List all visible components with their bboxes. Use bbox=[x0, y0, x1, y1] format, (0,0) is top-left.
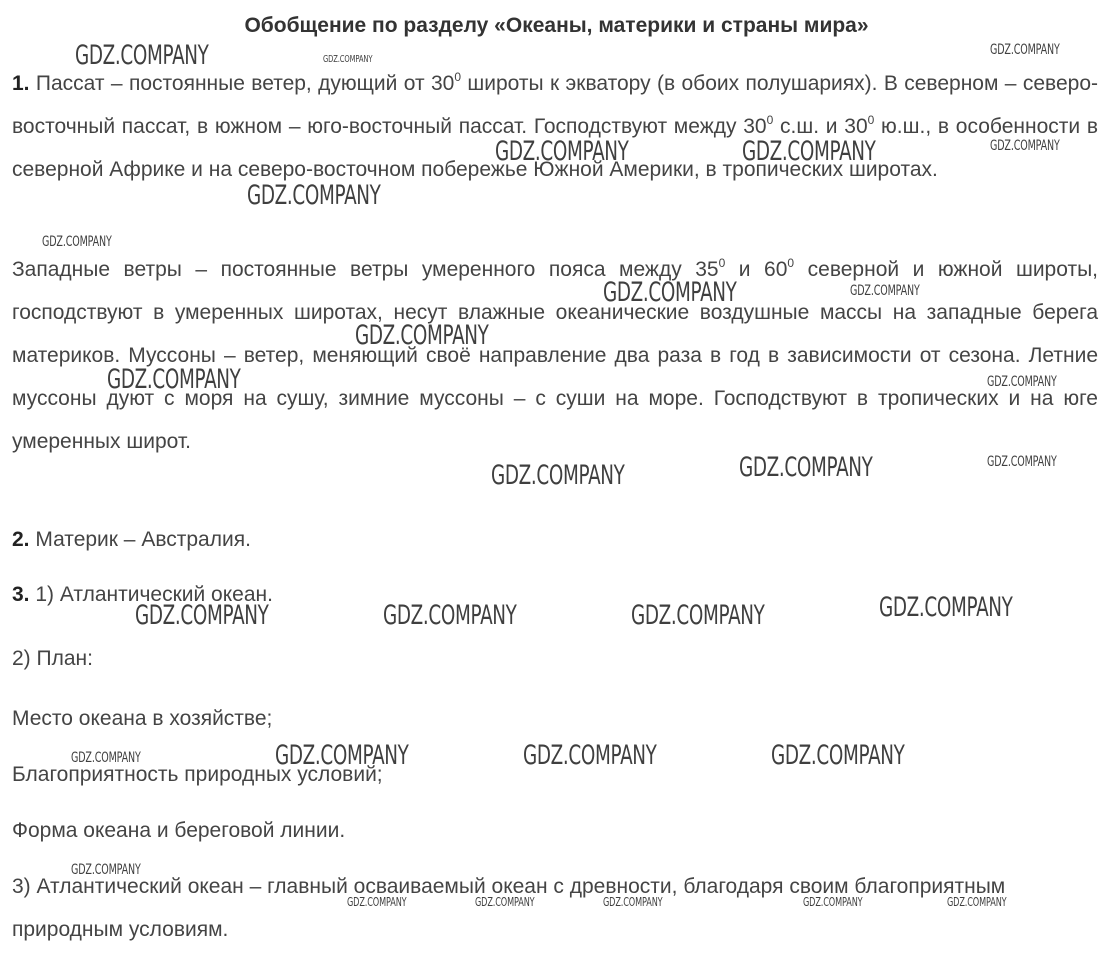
watermark: GDZ.COMPANY bbox=[990, 138, 1060, 154]
watermark: GDZ.COMPANY bbox=[135, 600, 269, 631]
text-fragment: ю.ш., в особенности в северной Африке и на северо-восточном побережье Южной Америки, в тропических широтах. bbox=[12, 115, 1098, 181]
watermark: GDZ.COMPANY bbox=[739, 452, 873, 483]
text-fragment: Западные ветры – постоянные ветры умеренного пояса между 35 bbox=[12, 258, 719, 281]
answer-2-number: 2. bbox=[12, 528, 30, 551]
watermark: GDZ.COMPANY bbox=[879, 592, 1013, 623]
watermark: GDZ.COMPANY bbox=[347, 895, 407, 909]
degree-sup: 0 bbox=[867, 113, 875, 127]
answer-3-number: 3. bbox=[12, 583, 30, 606]
watermark: GDZ.COMPANY bbox=[491, 460, 625, 491]
watermark: GDZ.COMPANY bbox=[990, 42, 1060, 58]
watermark: GDZ.COMPANY bbox=[771, 740, 905, 771]
watermark: GDZ.COMPANY bbox=[75, 40, 209, 71]
plan-item-1: Место океана в хозяйстве; bbox=[12, 707, 273, 730]
watermark: GDZ.COMPANY bbox=[523, 740, 657, 771]
answer-3-item-3: 3) Атлантический океан – главный осваиваемый океан с древности, благодаря своим благоприятным природным условиям. bbox=[12, 875, 1006, 941]
plan-item-3: Форма океана и береговой линии. bbox=[12, 819, 346, 842]
degree-sup: 0 bbox=[787, 256, 795, 270]
watermark: GDZ.COMPANY bbox=[987, 374, 1057, 390]
page-title: Обобщение по разделу «Океаны, материки и страны мира» bbox=[244, 14, 869, 37]
text-fragment: северной и южной широты, господствуют в умеренных широтах, несут влажные океанические воздушные массы на западные берега материков. Муссоны – ветер, меняющий своё направление два раза в год в зависимости от сезона. Летние муссоны дуют с моря на сушу, зимние муссоны – с суши на море. Господствуют в тропических и на юге умеренных широт. bbox=[12, 258, 1098, 453]
answer-2-text: Материк – Австралия. bbox=[35, 528, 251, 551]
watermark: GDZ.COMPANY bbox=[323, 54, 373, 65]
watermark: GDZ.COMPANY bbox=[947, 895, 1007, 909]
watermark: GDZ.COMPANY bbox=[742, 136, 876, 167]
degree-sup: 0 bbox=[718, 256, 726, 270]
text-fragment: Пассат – постоянные ветер, дующий от 30 bbox=[35, 72, 455, 95]
answer-1-paragraph-trade-winds bbox=[12, 62, 1098, 191]
watermark: GDZ.COMPANY bbox=[803, 895, 863, 909]
answer-3-item-1-text: 1) Атлантический океан. bbox=[35, 583, 273, 606]
answer-1-paragraph-westerlies-monsoons bbox=[12, 248, 1098, 463]
answer-2 bbox=[12, 518, 1098, 561]
watermark: GDZ.COMPANY bbox=[42, 234, 112, 250]
text-fragment: широты к экватору (в обоих полушариях). В северном – северо-восточный пассат, в южном – юго-восточный пассат. Господствуют между 30 bbox=[12, 72, 1098, 138]
plan-item-2: Благоприятность природных условий; bbox=[12, 763, 383, 786]
watermark: GDZ.COMPANY bbox=[71, 862, 141, 878]
watermark: GDZ.COMPANY bbox=[850, 283, 920, 299]
watermark: GDZ.COMPANY bbox=[475, 895, 535, 909]
answer-1-number: 1. bbox=[12, 72, 30, 95]
watermark: GDZ.COMPANY bbox=[495, 136, 629, 167]
watermark: GDZ.COMPANY bbox=[603, 895, 663, 909]
text-fragment: с.ш. и 30 bbox=[773, 115, 868, 138]
watermark: GDZ.COMPANY bbox=[631, 600, 765, 631]
watermark: GDZ.COMPANY bbox=[603, 277, 737, 308]
watermark: GDZ.COMPANY bbox=[107, 364, 241, 395]
watermark: GDZ.COMPANY bbox=[383, 600, 517, 631]
watermark: GDZ.COMPANY bbox=[987, 454, 1057, 470]
text-fragment: и 60 bbox=[725, 258, 788, 281]
watermark: GDZ.COMPANY bbox=[71, 750, 141, 766]
degree-sup: 0 bbox=[454, 70, 462, 84]
watermark: GDZ.COMPANY bbox=[355, 320, 489, 351]
watermark: GDZ.COMPANY bbox=[247, 180, 381, 211]
answer-3-item-2: 2) План: bbox=[12, 647, 93, 670]
watermark: GDZ.COMPANY bbox=[275, 740, 409, 771]
degree-sup: 0 bbox=[766, 113, 774, 127]
